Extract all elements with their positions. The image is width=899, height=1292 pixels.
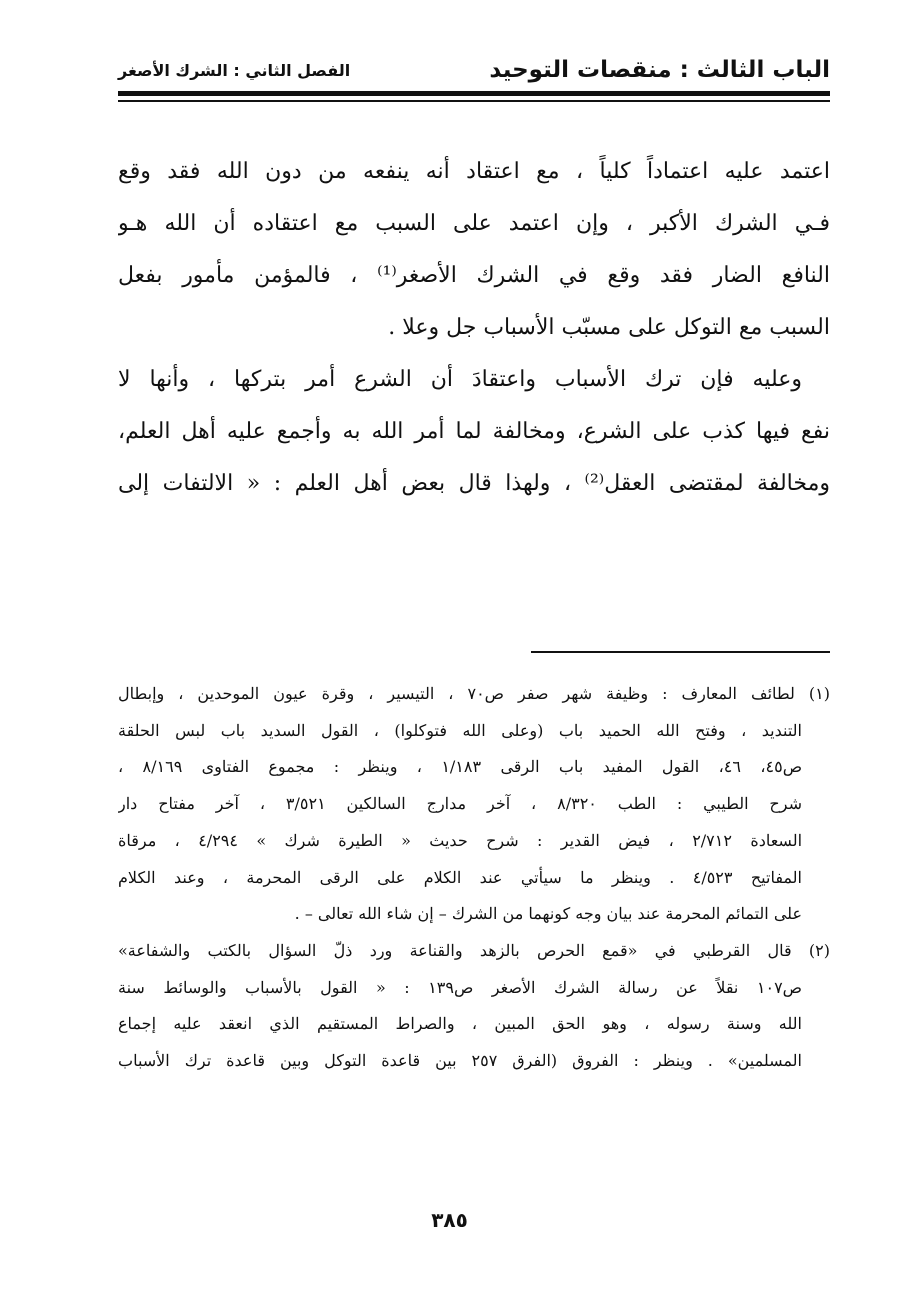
footnote-line: (١) لطائف المعارف : وظيفة شهر صفر ص٧٠ ، التيسير ، وقرة عيون الموحدين ، وإبطال xyxy=(118,684,830,703)
footnote-1 xyxy=(118,676,830,933)
footnotes xyxy=(118,676,830,1080)
footnote-line: شرح الطيبي : الطب ٨/٣٢٠ ، آخر مدارج السالكين ٣/٥٢١ ، آخر مفتاح دار xyxy=(118,794,802,814)
body-line: السبب مع التوكل على مسبّب الأسباب جل وعلا . xyxy=(388,315,830,340)
chapter-title: الباب الثالث : منقصات التوحيد xyxy=(489,57,830,83)
header-rule-thin xyxy=(118,100,830,102)
footnote-line: ص٤٥، ٤٦، القول المفيد باب الرقى ١/١٨٣ ، وينظر : مجموع الفتاوى ٨/١٦٩ ، xyxy=(118,757,803,777)
page-number: ٣٨٥ xyxy=(431,1208,468,1232)
body-line: نفع فيها كذب على الشرع، ومخالفة لما أمر الله به وأجمع عليه أهل العلم، xyxy=(118,419,830,444)
body-line: ومخالفة لمقتضى العقل⁽²⁾ ، ولهذا قال بعض أهل العلم : « الالتفات إلى xyxy=(118,471,830,496)
body-line: اعتمد عليه اعتماداً كلياً ، مع اعتقاد أنه ينفعه من دون الله فقد وقع xyxy=(118,159,830,184)
footnote-line: المفاتيح ٤/٥٢٣ . وينظر ما سيأتي عند الكلام على الرقى المحرمة ، وعند الكلام xyxy=(118,867,803,887)
header-rule xyxy=(118,91,830,105)
footnote-separator xyxy=(531,651,830,653)
footnote-line: الله وسنة رسوله ، وهو الحق المبين ، والصراط المستقيم الذي انعقد عليه إجماع xyxy=(118,1014,802,1034)
footnote-line: السعادة ٢/٧١٢ ، فيض القدير : شرح حديث « الطيرة شرك » ٤/٢٩٤ ، مرقاة xyxy=(118,830,803,850)
paragraph-1 xyxy=(118,146,830,354)
header-rule-thick xyxy=(118,91,830,96)
running-header xyxy=(118,50,830,90)
footnote-line: على التمائم المحرمة عند بيان وجه كونهما من الشرك – إن شاء الله تعالى – . xyxy=(294,904,802,924)
paragraph-2 xyxy=(118,354,830,510)
body-line: فـي الشرك الأكبر ، وإن اعتمد على السبب مع اعتقاده أن الله هـو xyxy=(118,211,830,236)
body-line: وعليه فإن ترك الأسباب واعتقادَ أن الشرع أمر بتركها ، وأنها لا xyxy=(118,367,802,392)
body-text xyxy=(118,146,830,510)
body-line: النافع الضار فقد وقع في الشرك الأصغر⁽¹⁾ ، فالمؤمن مأمور بفعل xyxy=(118,263,830,288)
footnote-2 xyxy=(118,933,830,1080)
footnote-line: ص١٠٧ نقلاً عن رسالة الشرك الأصغر ص١٣٩ : « القول بالأسباب والوسائط سنة xyxy=(118,977,802,997)
section-title: الفصل الثاني : الشرك الأصغر xyxy=(118,60,351,80)
footnote-line: (٢) قال القرطبي في «قمع الحرص بالزهد والقناعة ورد ذلّ السؤال بالكتب والشفاعة» xyxy=(118,940,830,960)
footnote-line: المسلمين» . وينظر : الفروق (الفرق ٢٥٧ بين قاعدة التوكل وبين قاعدة ترك الأسباب xyxy=(118,1051,803,1071)
footnote-line: التنديد ، وفتح الله الحميد باب (وعلى الله فتوكلوا) ، القول السديد باب لبس الحلقة xyxy=(118,720,802,740)
